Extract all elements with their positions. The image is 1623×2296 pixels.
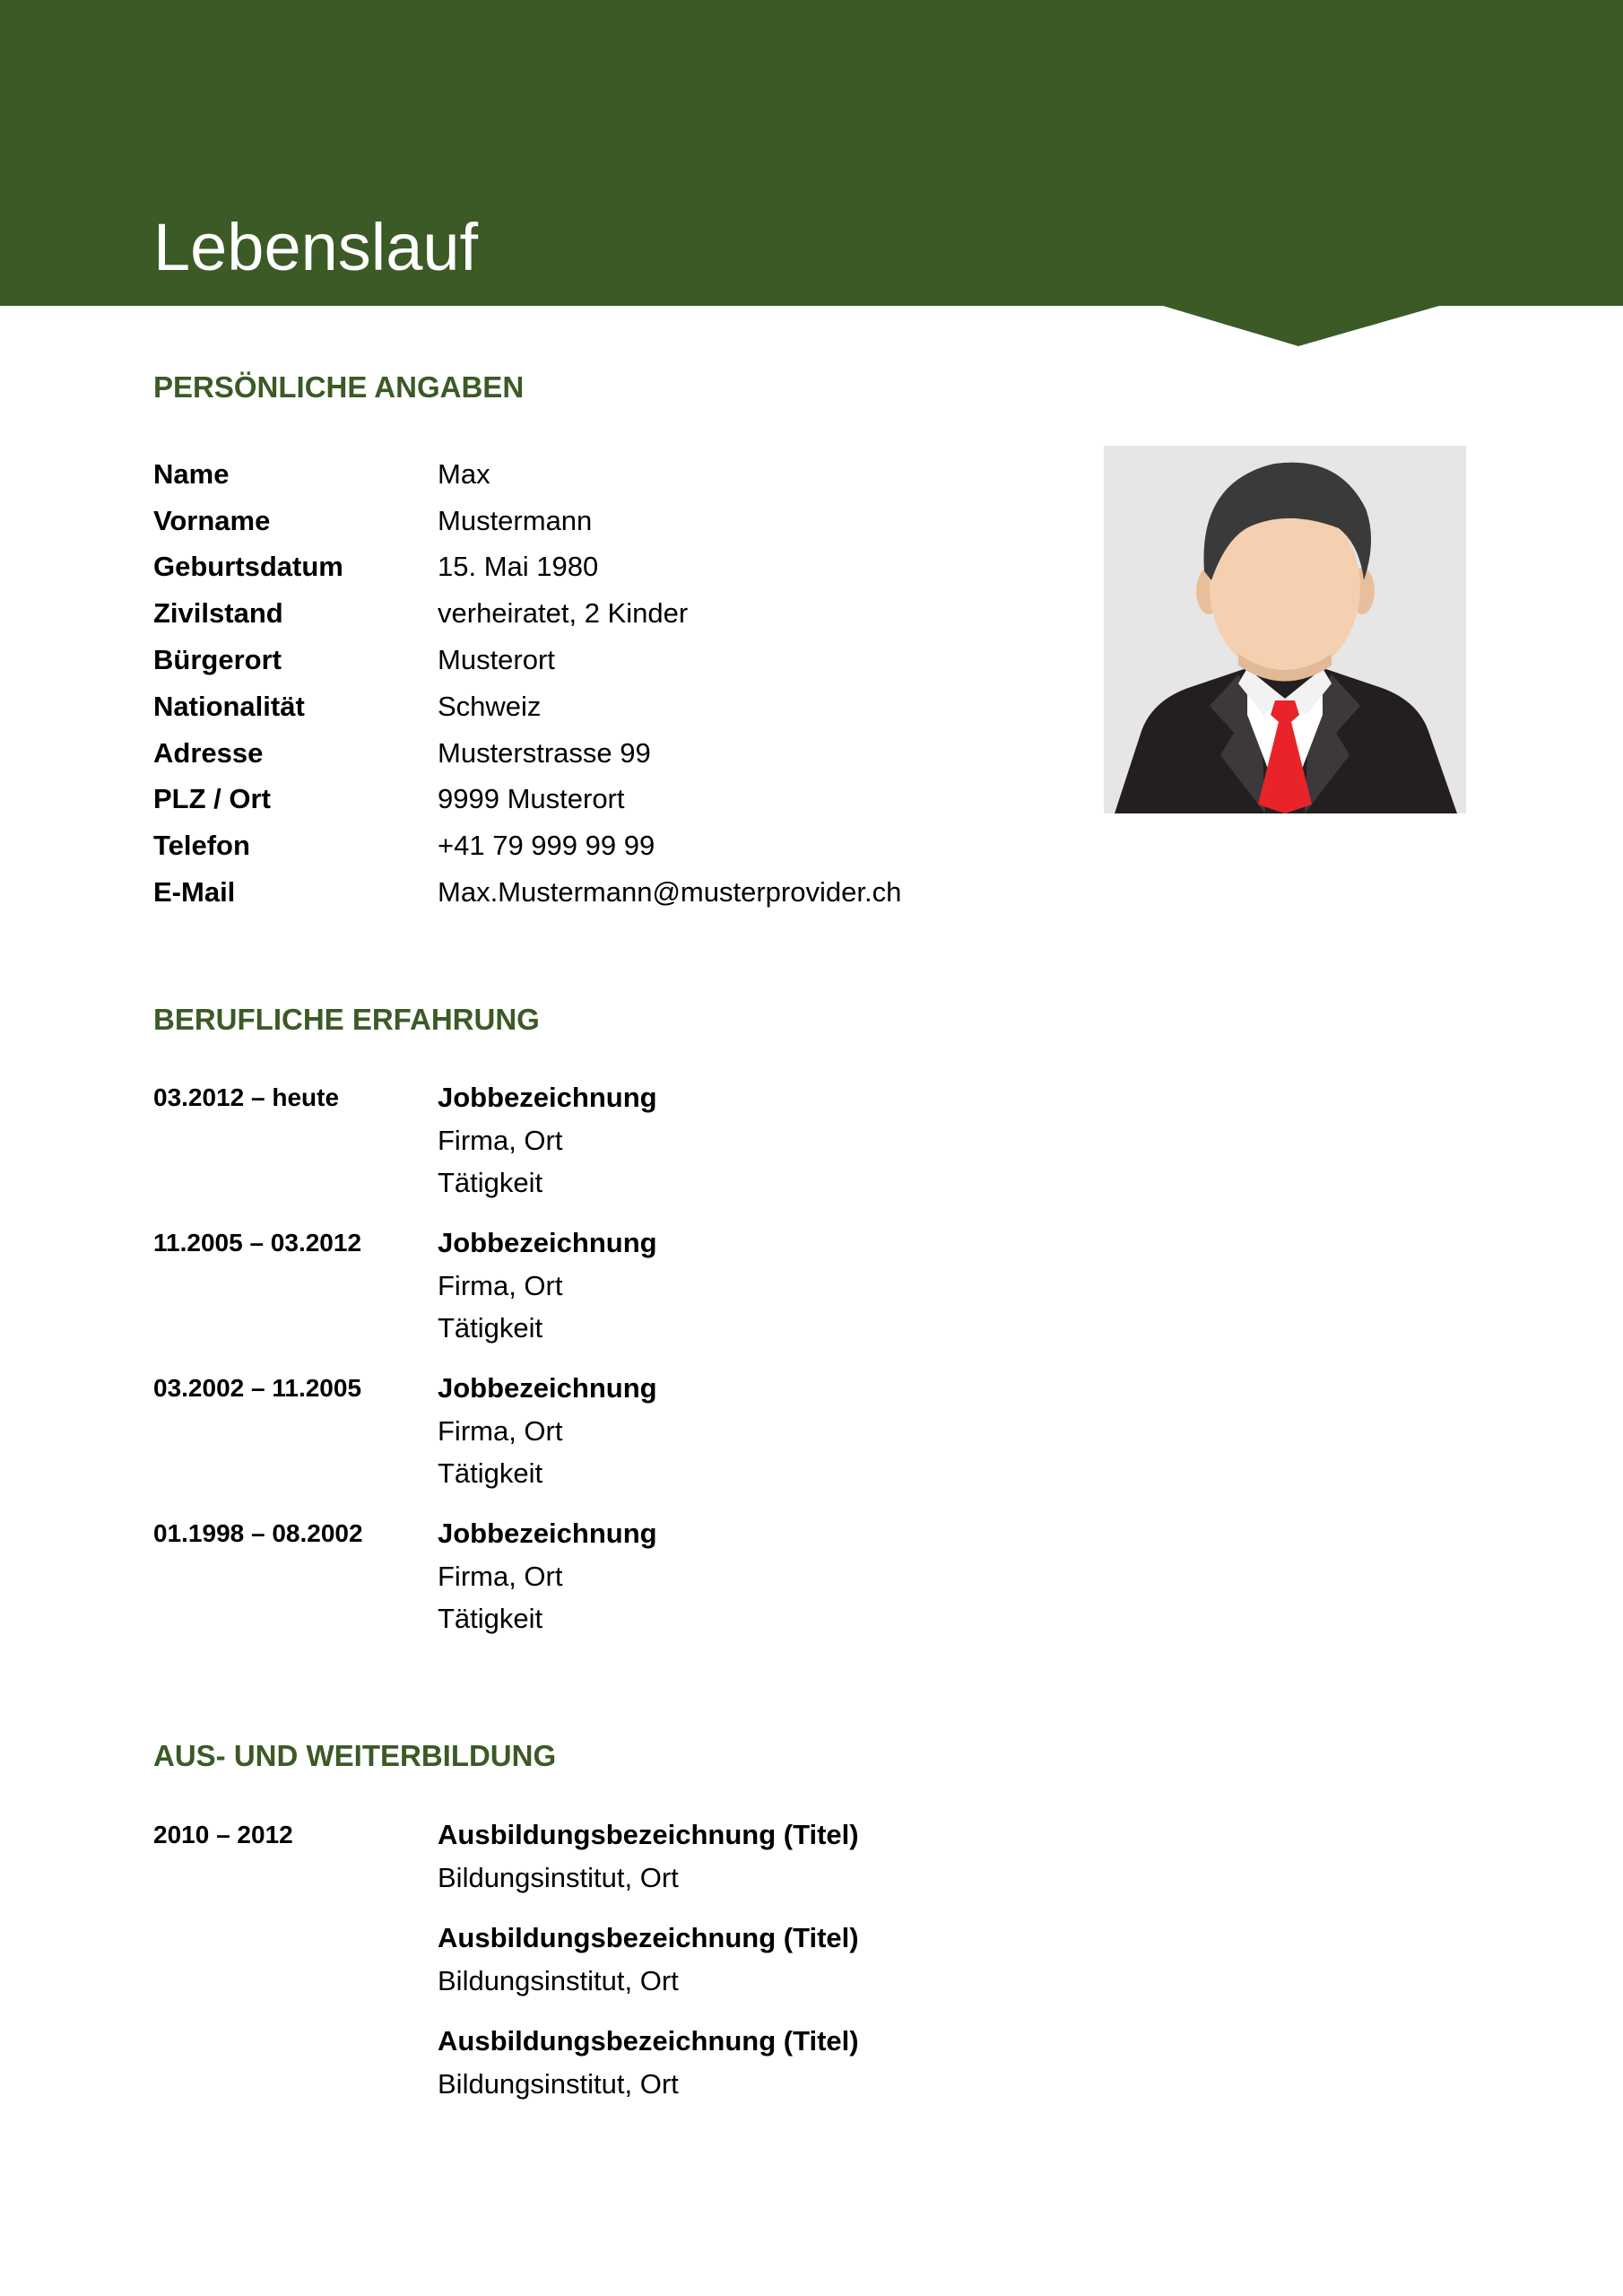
entry-date: 03.2002 – 11.2005 — [153, 1374, 362, 1402]
entry-body — [438, 1222, 657, 1350]
info-value: Mustermann — [438, 504, 593, 536]
info-row-buergerort — [153, 637, 960, 683]
info-label: Telefon — [153, 830, 250, 862]
info-row-plz-ort — [153, 777, 960, 823]
info-label: Zivilstand — [153, 597, 283, 630]
job-activity: Tätigkeit — [438, 1603, 543, 1634]
info-value: Musterort — [438, 644, 555, 676]
info-label: Nationalität — [153, 690, 305, 722]
info-value: +41 79 999 99 99 — [438, 830, 655, 862]
education-entry — [153, 1813, 1229, 1917]
entry-date: 2010 – 2012 — [153, 1821, 293, 1848]
job-title: Jobbezeichnung — [438, 1518, 657, 1549]
job-activity: Tätigkeit — [438, 1457, 543, 1489]
job-title: Jobbezeichnung — [438, 1372, 657, 1404]
section-heading-experience: BERUFLICHE ERFAHRUNG — [153, 1003, 540, 1036]
section-heading-education: AUS- UND WEITERBILDUNG — [153, 1739, 557, 1772]
entry-date: 01.1998 – 08.2002 — [153, 1519, 363, 1547]
education-title: Ausbildungsbezeichnung (Titel) — [438, 1922, 859, 1953]
info-value: Max.Mustermann@musterprovider.ch — [438, 876, 902, 909]
entry-date: 11.2005 – 03.2012 — [153, 1229, 362, 1257]
job-company: Firma, Ort — [438, 1124, 563, 1156]
header-background — [0, 0, 1623, 348]
job-company: Firma, Ort — [438, 1560, 563, 1592]
education-institute: Bildungsinstitut, Ort — [438, 1964, 679, 1996]
entry-body — [438, 1367, 657, 1495]
info-label: PLZ / Ort — [153, 783, 271, 815]
entry-body — [438, 2020, 859, 2105]
job-title: Jobbezeichnung — [438, 1082, 657, 1113]
education-institute: Bildungsinstitut, Ort — [438, 1861, 679, 1893]
education-title: Ausbildungsbezeichnung (Titel) — [438, 1819, 859, 1850]
info-label: Geburtsdatum — [153, 551, 343, 583]
education-entry — [153, 2020, 1229, 2123]
info-row-adresse — [153, 730, 960, 777]
entry-body — [438, 1813, 859, 1899]
profile-photo — [1104, 446, 1466, 813]
info-row-telefon — [153, 822, 960, 869]
section-heading-personal: PERSÖNLICHE ANGABEN — [153, 370, 525, 404]
info-label: E-Mail — [153, 876, 236, 909]
info-value: 15. Mai 1980 — [438, 551, 599, 583]
info-label: Vorname — [153, 504, 271, 536]
job-company: Firma, Ort — [438, 1269, 563, 1301]
info-row-nationalitaet — [153, 683, 960, 730]
job-company: Firma, Ort — [438, 1414, 563, 1447]
person-avatar-icon — [1104, 446, 1466, 813]
entry-body — [438, 1917, 859, 2002]
experience-entry — [153, 1076, 1229, 1222]
info-label: Bürgerort — [153, 644, 282, 676]
education-list — [153, 1813, 1229, 2123]
entry-body — [438, 1512, 657, 1640]
info-value: Schweiz — [438, 690, 542, 722]
personal-info-table — [153, 451, 960, 916]
info-row-name — [153, 451, 960, 498]
experience-entry — [153, 1222, 1229, 1367]
entry-date: 03.2012 – heute — [153, 1083, 340, 1111]
info-value: Max — [438, 457, 490, 490]
job-activity: Tätigkeit — [438, 1312, 543, 1344]
education-title: Ausbildungsbezeichnung (Titel) — [438, 2025, 859, 2057]
education-entry — [153, 1917, 1229, 2020]
header-band — [0, 0, 1623, 348]
info-row-vorname — [153, 498, 960, 544]
job-activity: Tätigkeit — [438, 1167, 543, 1198]
info-label: Adresse — [153, 736, 264, 769]
experience-entry — [153, 1367, 1229, 1512]
info-value: Musterstrasse 99 — [438, 736, 651, 769]
info-row-zivilstand — [153, 590, 960, 637]
info-value: 9999 Musterort — [438, 783, 625, 815]
info-label: Name — [153, 457, 230, 490]
entry-body — [438, 1076, 657, 1205]
experience-entry — [153, 1512, 1229, 1657]
page-title: Lebenslauf — [153, 210, 479, 284]
info-row-geburtsdatum — [153, 544, 960, 591]
education-institute: Bildungsinstitut, Ort — [438, 2067, 679, 2100]
info-value: verheiratet, 2 Kinder — [438, 597, 689, 630]
info-row-email — [153, 869, 960, 916]
experience-list — [153, 1076, 1229, 1657]
job-title: Jobbezeichnung — [438, 1227, 657, 1258]
